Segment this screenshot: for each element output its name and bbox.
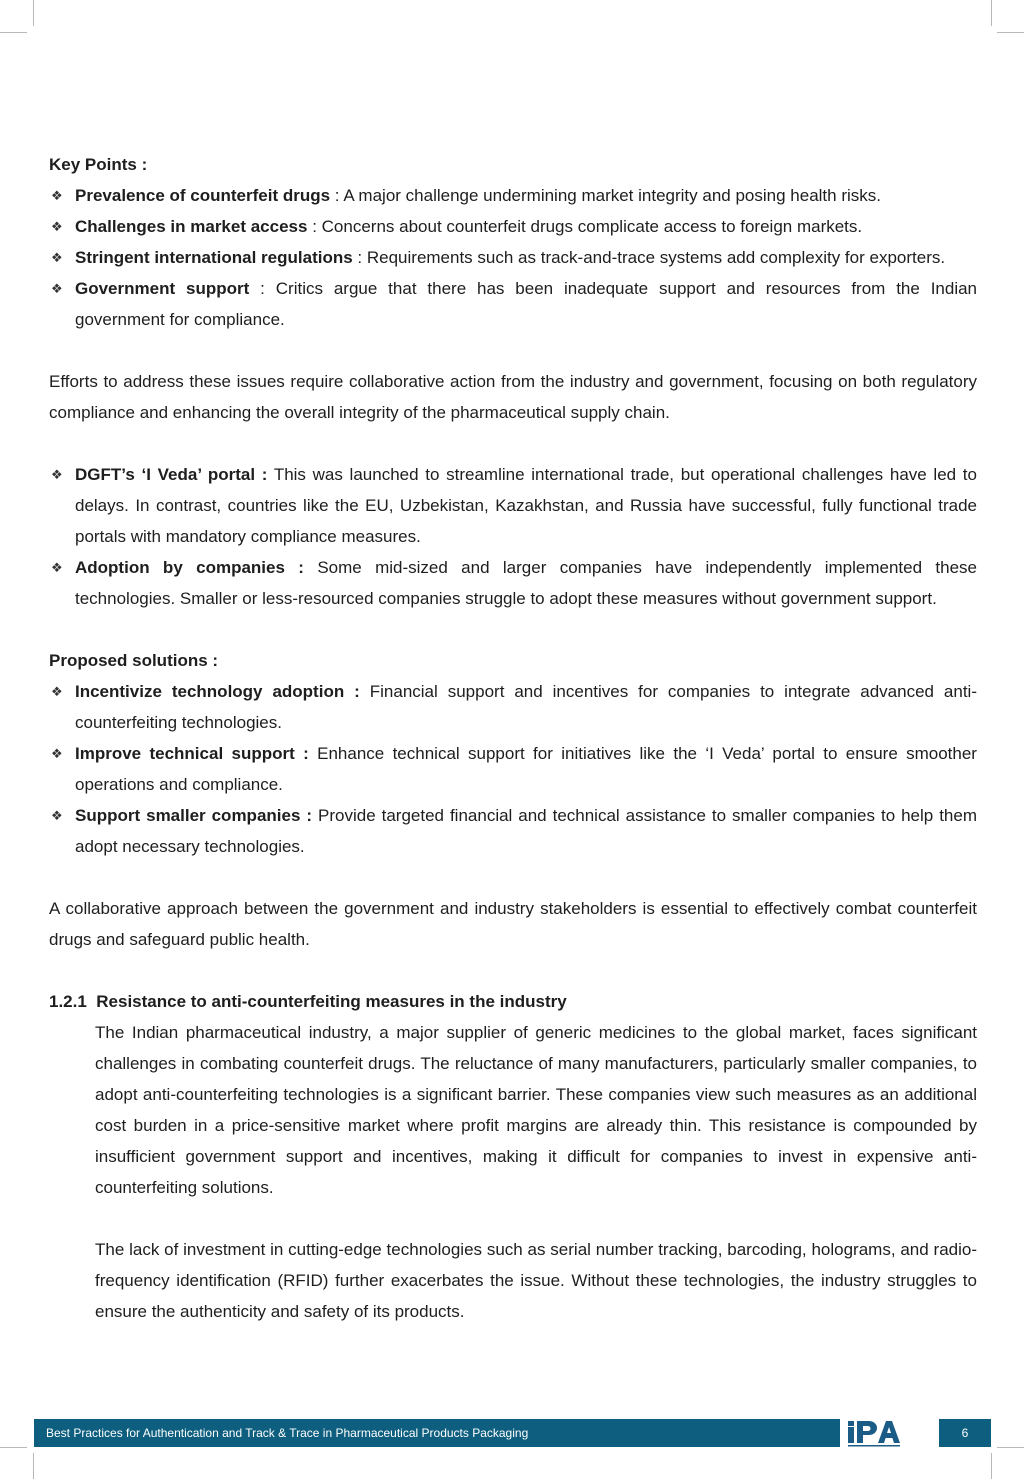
key-points-heading: Key Points : — [49, 155, 148, 174]
key-points-list — [49, 180, 977, 335]
initiatives-list — [49, 459, 977, 614]
item-text: Concerns about counterfeit drugs complicate access to foreign markets. — [321, 217, 863, 236]
diamond-bullet-icon: ❖ — [51, 188, 63, 203]
spacer — [49, 428, 977, 459]
section-paragraph: The Indian pharmaceutical industry, a major supplier of generic medicines to the global market, faces significant challenges in combating counterfeit drugs. The reluctance of many manufacturers, particularly smaller companies, to adopt anti-counterfeiting technologies is a significant barrier. These companies view such measures as an additional cost burden in a price-sensitive market where profit margins are already thin. This resistance is compounded by insufficient government support and incentives, making it difficult for companies to invest in expensive anti-counterfeiting solutions. — [95, 1023, 977, 1197]
item-term: Government support — [75, 279, 250, 298]
spacer — [49, 614, 977, 645]
item-term: Prevalence of counterfeit drugs — [75, 186, 331, 205]
item-separator — [304, 558, 317, 577]
spacer — [49, 862, 977, 893]
list-item — [49, 459, 977, 552]
item-text: Financial support and incentives for companies to integrate advanced anti-counterfeiting technologies. — [75, 682, 977, 732]
item-text: Requirements such as track-and-trace systems add complexity for exporters. — [366, 248, 946, 267]
proposed-solutions-heading: Proposed solutions : — [49, 651, 219, 670]
list-item — [49, 552, 977, 614]
footer-bar — [34, 1419, 991, 1447]
spacer — [95, 1203, 977, 1234]
document-body — [49, 149, 977, 1327]
list-item — [49, 800, 977, 862]
list-item — [49, 180, 977, 211]
item-term: Challenges in market access — [75, 217, 308, 236]
item-term: DGFT’s ‘I Veda’ portal : — [75, 465, 268, 484]
diamond-bullet-icon: ❖ — [51, 684, 63, 699]
proposed-solutions-list — [49, 676, 977, 862]
section-number: 1.2.1 — [49, 992, 87, 1011]
list-item — [49, 676, 977, 738]
crop-mark — [0, 1447, 27, 1448]
item-text: A major challenge undermining market integrity and posing health risks. — [343, 186, 881, 205]
list-item — [49, 242, 977, 273]
crop-mark — [33, 0, 34, 26]
diamond-bullet-icon: ❖ — [51, 560, 63, 575]
crop-mark — [33, 1453, 34, 1479]
efforts-paragraph: Efforts to address these issues require collaborative action from the industry and government, focusing on both regulatory compliance and enhancing the overall integrity of the pharmaceutical supply chain. — [49, 372, 977, 422]
item-separator — [360, 682, 370, 701]
item-text: Enhance technical support for initiatives like the ‘I Veda’ portal to ensure smoother operations and compliance. — [75, 744, 977, 794]
section-title: Resistance to anti-counterfeiting measures in the industry — [96, 992, 567, 1011]
diamond-bullet-icon: ❖ — [51, 219, 63, 234]
list-item — [49, 211, 977, 242]
spacer — [49, 335, 977, 366]
item-text: Provide targeted financial and technical assistance to smaller companies to help them adopt necessary technologies. — [75, 806, 977, 856]
crop-mark — [997, 32, 1024, 33]
diamond-bullet-icon: ❖ — [51, 467, 63, 482]
diamond-bullet-icon: ❖ — [51, 281, 63, 296]
list-item — [49, 273, 977, 335]
item-term: Adoption by companies : — [75, 558, 304, 577]
item-text: This was launched to streamline international trade, but operational challenges have led to delays. In contrast, countries like the EU, Uzbekistan, Kazakhstan, and Russia have successful, fully functional trade portals with mandatory compliance measures. — [75, 465, 977, 546]
logo-text: IPA — [874, 1436, 876, 1437]
page-number: 6 — [961, 1426, 969, 1440]
diamond-bullet-icon: ❖ — [51, 808, 63, 823]
ipa-logo-mark-icon — [840, 1416, 939, 1450]
item-term: Stringent international regulations — [75, 248, 353, 267]
crop-mark — [997, 1447, 1024, 1448]
item-term: Improve technical support : — [75, 744, 309, 763]
item-term: Incentivize technology adoption : — [75, 682, 360, 701]
section-paragraph: The lack of investment in cutting-edge technologies such as serial number tracking, barcoding, holograms, and radio-frequency identification (RFID) further exacerbates the issue. Without these technologies, the industry struggles to ensure the authenticity and safety of its products. — [95, 1240, 977, 1321]
item-text: Critics argue that there has been inadequate support and resources from the Indian government for compliance. — [75, 279, 978, 329]
section-body — [49, 1017, 977, 1327]
ipa-logo — [840, 1416, 939, 1450]
crop-mark — [991, 1453, 992, 1479]
collaboration-paragraph: A collaborative approach between the government and industry stakeholders is essential to effectively combat counterfeit drugs and safeguard public health. — [49, 899, 977, 949]
section-heading — [49, 986, 977, 1017]
item-separator: : — [307, 217, 322, 236]
item-separator: : — [352, 248, 367, 267]
list-item — [49, 738, 977, 800]
item-separator: : — [330, 186, 344, 205]
item-term: Support smaller companies : — [75, 806, 313, 825]
crop-mark — [991, 0, 992, 26]
diamond-bullet-icon: ❖ — [51, 250, 63, 265]
spacer — [49, 955, 977, 986]
item-separator — [309, 744, 317, 763]
item-separator: : — [249, 279, 276, 298]
footer-title: Best Practices for Authentication and Track & Trace in Pharmaceutical Products Packaging — [46, 1426, 529, 1440]
item-text: Some mid-sized and larger companies have independently implemented these technologies. Smaller or less-resourced companies struggle to adopt these measures without government support. — [75, 558, 977, 608]
diamond-bullet-icon: ❖ — [51, 746, 63, 761]
crop-mark — [0, 32, 27, 33]
